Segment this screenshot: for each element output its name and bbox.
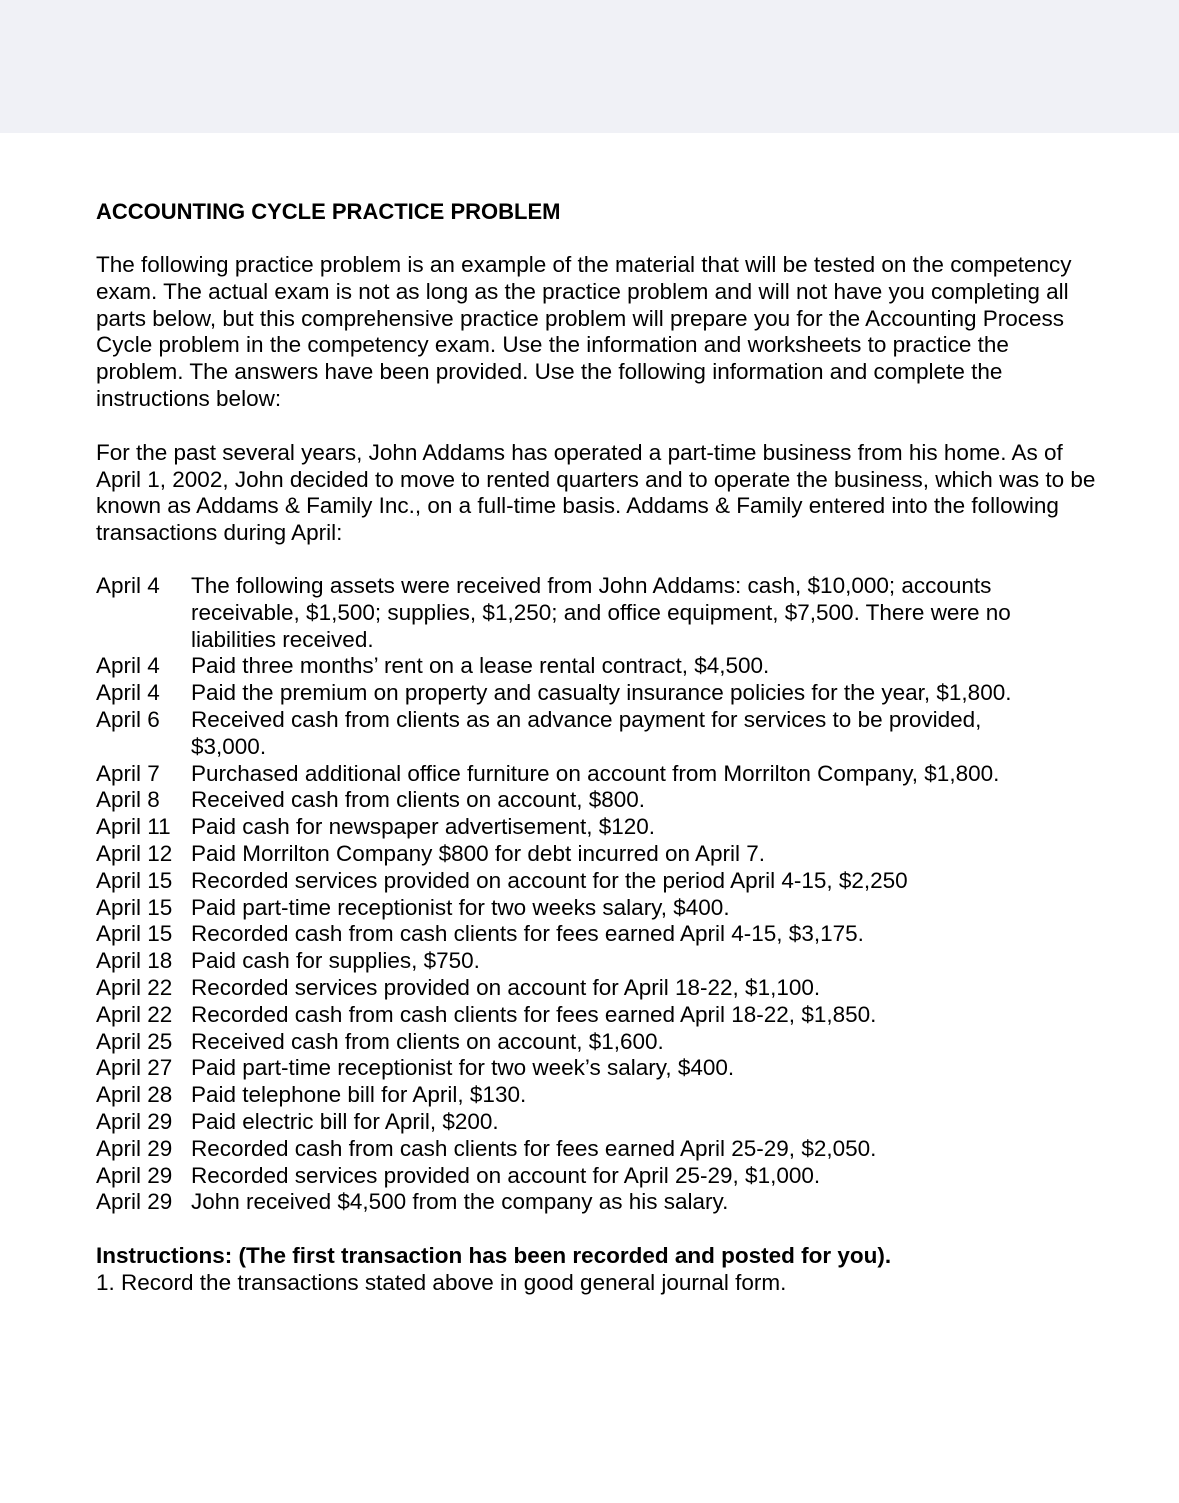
transaction-row [96, 948, 1096, 975]
transaction-description: Purchased additional office furniture on account from Morrilton Company, $1,800. [191, 760, 1000, 786]
transaction-description: Received cash from clients as an advance payment for services to be provided, $3,000. [191, 706, 982, 759]
transaction-row [96, 895, 1096, 922]
transaction-row [96, 1163, 1096, 1190]
transaction-row [96, 761, 1096, 788]
transaction-row [96, 1189, 1096, 1216]
transaction-description: Paid part-time receptionist for two weeks salary, $400. [191, 894, 730, 920]
transaction-description: Paid telephone bill for April, $130. [191, 1082, 527, 1108]
transaction-row [96, 841, 1096, 868]
transaction-date: April 18 [96, 948, 173, 974]
instructions-section [96, 1243, 1096, 1297]
transaction-row [96, 868, 1096, 895]
transaction-row [96, 1082, 1096, 1109]
transaction-description: Paid cash for newspaper advertisement, $120. [191, 814, 656, 840]
transaction-row [96, 921, 1096, 948]
transaction-date: April 25 [96, 1028, 173, 1054]
transaction-date: April 15 [96, 867, 173, 893]
transaction-row [96, 1055, 1096, 1082]
transaction-date: April 4 [96, 653, 160, 679]
transaction-row [96, 1002, 1096, 1029]
document-title: ACCOUNTING CYCLE PRACTICE PROBLEM [96, 199, 561, 224]
transaction-description: Paid three months’ rent on a lease rental contract, $4,500. [191, 653, 770, 679]
transaction-description: Recorded services provided on account for the period April 4-15, $2,250 [191, 867, 908, 893]
transaction-description: Recorded cash from cash clients for fees earned April 4-15, $3,175. [191, 921, 864, 947]
transaction-date: April 29 [96, 1162, 173, 1188]
instructions-heading: Instructions: (The first transaction has been recorded and posted for you). [96, 1243, 892, 1269]
transaction-description: Paid electric bill for April, $200. [191, 1108, 499, 1134]
transaction-row [96, 787, 1096, 814]
transaction-date: April 22 [96, 974, 173, 1000]
transaction-list [96, 573, 1096, 1216]
transaction-date: April 11 [96, 814, 171, 840]
transaction-description: Recorded services provided on account for April 18-22, $1,100. [191, 974, 821, 1000]
transaction-date: April 29 [96, 1108, 173, 1134]
transaction-description: Paid cash for supplies, $750. [191, 948, 480, 974]
transaction-date: April 6 [96, 706, 160, 732]
transaction-row [96, 573, 1096, 653]
transaction-date: April 4 [96, 680, 160, 706]
transaction-row [96, 707, 1096, 761]
transaction-row [96, 1136, 1096, 1163]
transaction-description: John received $4,500 from the company as his salary. [191, 1189, 729, 1215]
transaction-date: April 29 [96, 1189, 173, 1215]
background-paragraph: For the past several years, John Addams has operated a part-time business from his home. As of April 1, 2002, John decided to move to rented quarters and to operate the business, which was to be known as Addams & Family Inc., on a full-time basis. Addams & Family entered into the following transactions during April: [96, 439, 1096, 546]
transaction-date: April 8 [96, 787, 160, 813]
intro-paragraph: The following practice problem is an example of the material that will be tested on the competency exam. The actual exam is not as long as the practice problem and will not have you completing all parts below, but this comprehensive practice problem will prepare you for the Accounting Process Cycle problem in the competency exam. Use the information and worksheets to practice the problem. The answers have been provided. Use the following information and complete the instructions below: [96, 252, 1072, 411]
transaction-row [96, 680, 1096, 707]
transaction-date: April 22 [96, 1001, 173, 1027]
transaction-description: Paid the premium on property and casualty insurance policies for the year, $1,800. [191, 680, 1012, 706]
transaction-date: April 15 [96, 894, 173, 920]
transaction-date: April 27 [96, 1055, 173, 1081]
transaction-date: April 15 [96, 921, 173, 947]
transaction-date: April 12 [96, 840, 173, 866]
transaction-description: Recorded cash from cash clients for fees earned April 25-29, $2,050. [191, 1135, 877, 1161]
transaction-row [96, 975, 1096, 1002]
transaction-description: Received cash from clients on account, $800. [191, 787, 645, 813]
transaction-description: Paid part-time receptionist for two week’s salary, $400. [191, 1055, 735, 1081]
top-margin-band [0, 0, 1179, 133]
transaction-description: Received cash from clients on account, $1,600. [191, 1028, 664, 1054]
transaction-date: April 29 [96, 1135, 173, 1161]
transaction-date: April 4 [96, 572, 160, 598]
transaction-date: April 28 [96, 1082, 173, 1108]
transaction-row [96, 653, 1096, 680]
transaction-description: Recorded services provided on account for April 25-29, $1,000. [191, 1162, 821, 1188]
transaction-date: April 7 [96, 760, 160, 786]
transaction-description: Recorded cash from cash clients for fees earned April 18-22, $1,850. [191, 1001, 877, 1027]
transaction-description: Paid Morrilton Company $800 for debt incurred on April 7. [191, 840, 766, 866]
transaction-description: The following assets were received from John Addams: cash, $10,000; accounts receivable, $1,500; supplies, $1,250; and office equipment, $7,500. There were no liabilities received. [191, 572, 1011, 652]
transaction-row [96, 814, 1096, 841]
transaction-row [96, 1029, 1096, 1056]
transaction-row [96, 1109, 1096, 1136]
instruction-step-1: 1. Record the transactions stated above in good general journal form. [96, 1269, 787, 1295]
document-page [96, 198, 1096, 1297]
